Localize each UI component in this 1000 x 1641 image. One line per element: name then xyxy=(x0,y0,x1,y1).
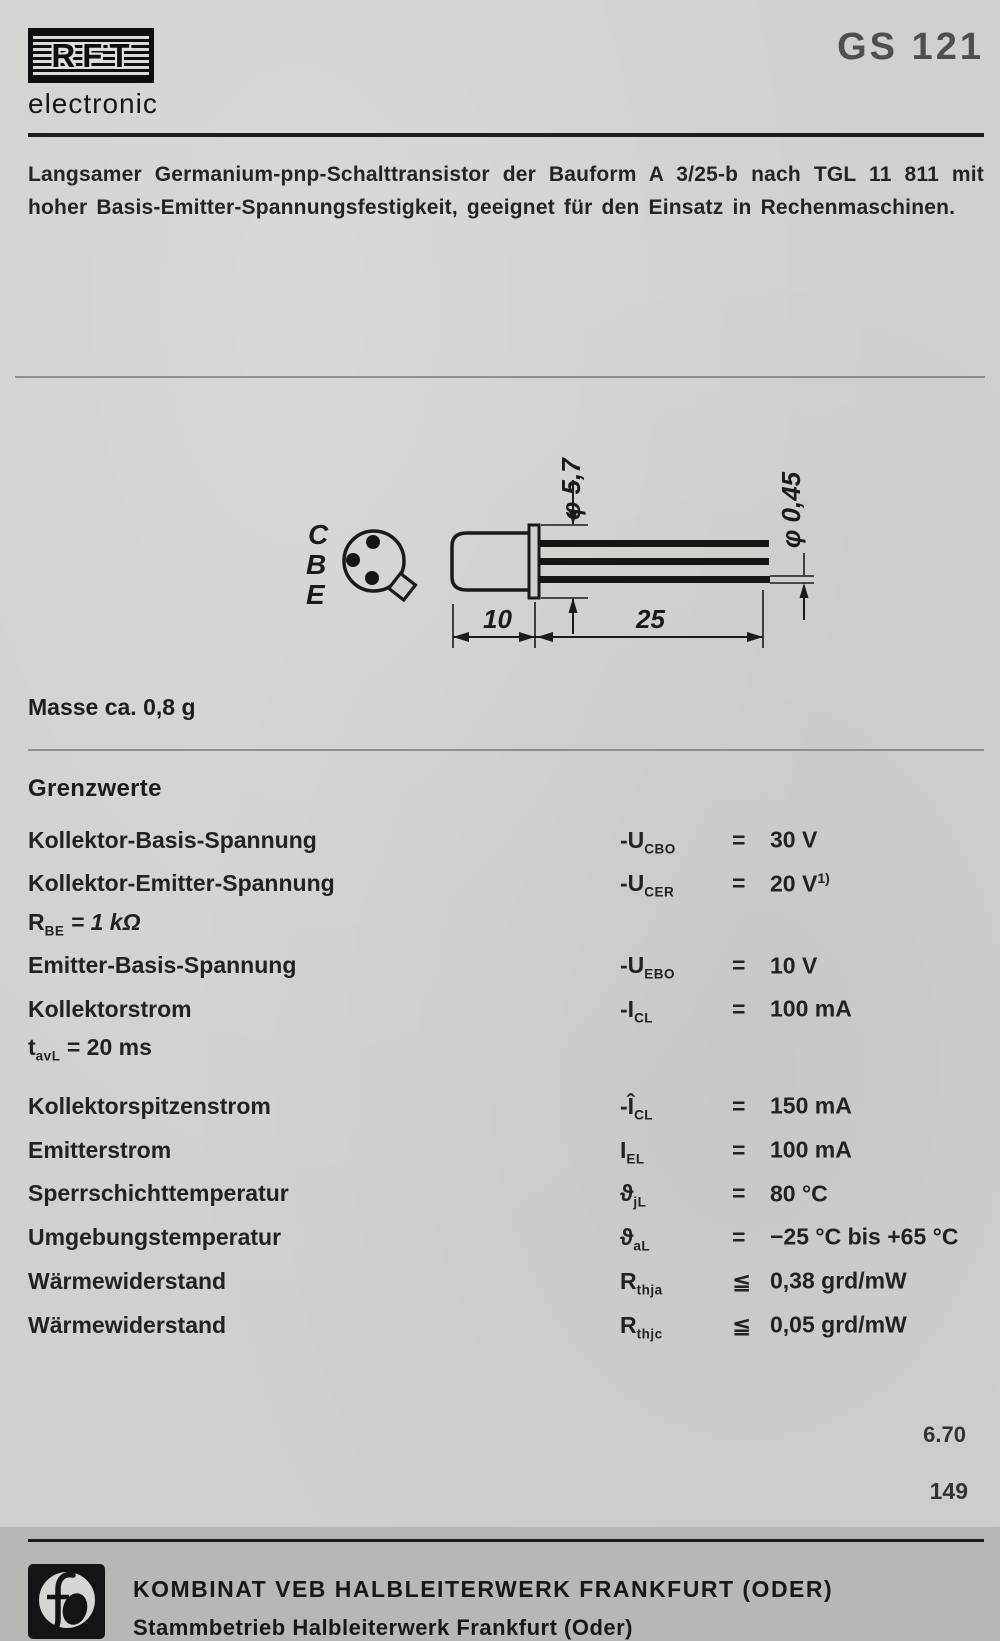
divider-top xyxy=(28,133,984,137)
limit-value: 80 °C xyxy=(770,1180,828,1207)
limit-value: 0,05 grd/mW xyxy=(770,1311,907,1338)
limit-value: 10 V xyxy=(770,952,818,979)
limits-title: Grenzwerte xyxy=(28,775,162,802)
lead-base xyxy=(539,558,769,565)
limit-symbol: $ϑ_{jL}$ xyxy=(620,1180,647,1210)
dim-label-body-length: 10 xyxy=(483,604,512,634)
pin-dot-e xyxy=(365,571,379,585)
limit-label: Umgebungstemperatur xyxy=(28,1224,282,1251)
limit-label: Kollektorstrom xyxy=(28,996,192,1022)
pin-key-notch xyxy=(389,573,416,600)
description-paragraph: Langsamer Germanium-pnp-Schalttransistor der Bauform A 3/25-b nach TGL 11 811 mit hoher Basis-Emitter-Spannungsfestigkeit, geeignet für den Einsatz in Rechenmaschinen. xyxy=(28,163,984,219)
table-row xyxy=(28,820,984,864)
limit-symbol: $-I_{CL}$ xyxy=(620,996,654,1026)
table-row xyxy=(28,946,984,990)
limit-relation: ≦ xyxy=(732,1267,752,1294)
table-row xyxy=(28,1217,984,1261)
limits-table xyxy=(28,820,984,1349)
table-row xyxy=(28,1261,984,1305)
part-number: GS 121 xyxy=(837,26,984,68)
limit-symbol: $-Î_{CL}$ xyxy=(620,1092,654,1123)
company-name: KOMBINAT VEB HALBLEITERWERK FRANKFURT (ODER) xyxy=(133,1575,834,1602)
table-row xyxy=(28,1033,984,1071)
transistor-side-view xyxy=(452,525,770,598)
pin-label-b: B xyxy=(306,549,327,580)
limit-relation: = xyxy=(732,826,746,853)
limit-symbol: $ϑ_{aL}$ xyxy=(620,1224,651,1254)
technical-drawing xyxy=(0,378,1000,688)
mass-note: Masse ca. 0,8 g xyxy=(28,694,196,720)
brand-subtitle: electronic xyxy=(28,88,158,119)
limit-relation: = xyxy=(732,1224,746,1251)
table-row xyxy=(28,908,984,946)
limit-label: Kollektor-Basis-Spannung xyxy=(28,826,317,853)
page-header xyxy=(28,0,984,120)
limit-value: −25 °C bis +65 °C xyxy=(770,1224,959,1251)
limit-value: 0,38 grd/mW xyxy=(770,1267,907,1294)
limit-symbol: $I_{EL}$ xyxy=(620,1136,645,1167)
dim-label-lead-diameter: φ 0,45 xyxy=(776,471,806,548)
brand-logo xyxy=(28,28,158,120)
limit-symbol: $R_{thja}$ xyxy=(620,1267,663,1298)
limit-relation: = xyxy=(732,1092,746,1119)
limit-label: Wärmewiderstand xyxy=(28,1311,227,1338)
dim-lead-diameter xyxy=(770,471,814,620)
limit-label: $t_{avL} = 20$ ms xyxy=(28,1034,152,1064)
limit-relation: = xyxy=(732,996,746,1022)
limit-value: 100 mA xyxy=(770,1136,852,1163)
dim-label-lead-length: 25 xyxy=(636,604,665,634)
hfo-logo-icon xyxy=(28,1564,106,1640)
pinout-diagram xyxy=(306,519,415,610)
limit-label: Emitter-Basis-Spannung xyxy=(28,952,297,979)
divider-above-limits xyxy=(28,749,984,751)
limit-value: 150 mA xyxy=(770,1092,852,1119)
table-row xyxy=(28,989,984,1033)
limit-label: Emitterstrom xyxy=(28,1136,172,1163)
table-row xyxy=(28,1174,984,1218)
table-row xyxy=(28,1086,984,1130)
limit-label: $R_{BE} = 1$ kΩ xyxy=(28,908,141,939)
dim-label-flange-diameter: φ 5,7 xyxy=(556,458,586,520)
divider-footer xyxy=(28,1539,984,1542)
brand-name: RFT xyxy=(51,36,137,74)
issue-date: 6.70 xyxy=(923,1422,966,1447)
limit-label: Kollektor-Emitter-Spannung xyxy=(28,870,335,897)
limit-label: Kollektorspitzenstrom xyxy=(28,1092,271,1119)
footer-company xyxy=(133,1564,833,1641)
company-subtitle: Stammbetrieb Halbleiterwerk Frankfurt (Oder) xyxy=(133,1614,634,1640)
dim-lengths xyxy=(453,590,763,648)
limit-symbol: $-U_{CER}$ xyxy=(620,870,675,900)
transistor-body xyxy=(452,533,531,590)
limit-label: Wärmewiderstand xyxy=(28,1267,227,1294)
limit-value: 100 mA xyxy=(770,996,852,1022)
limit-label: Sperrschichttemperatur xyxy=(28,1180,289,1207)
divider-above-drawing xyxy=(15,376,985,378)
page-number: 149 xyxy=(929,1478,968,1504)
pin-label-e: E xyxy=(306,579,325,610)
page-footer xyxy=(28,1564,984,1641)
pin-dot-c xyxy=(366,535,380,549)
pin-dot-b xyxy=(346,553,360,567)
limit-symbol: $-U_{EBO}$ xyxy=(620,952,676,982)
table-row xyxy=(28,1305,984,1349)
limit-relation: = xyxy=(732,870,746,897)
lead-collector xyxy=(539,540,769,547)
limit-value: 30 V xyxy=(770,826,818,853)
table-row xyxy=(28,1130,984,1174)
transistor-flange xyxy=(529,525,539,598)
rft-logo-icon xyxy=(28,28,154,83)
limit-relation: = xyxy=(732,952,746,979)
limit-symbol: $-U_{CBO}$ xyxy=(620,826,676,857)
limit-relation: ≦ xyxy=(732,1311,752,1338)
limit-relation: = xyxy=(732,1180,746,1207)
lead-emitter xyxy=(539,576,770,583)
limit-relation: = xyxy=(732,1136,746,1163)
table-row xyxy=(28,864,984,908)
limit-value: 20 $V^{1)}$ xyxy=(770,869,830,897)
pin-label-c: C xyxy=(308,519,329,550)
limit-symbol: $R_{thjc}$ xyxy=(620,1311,663,1342)
